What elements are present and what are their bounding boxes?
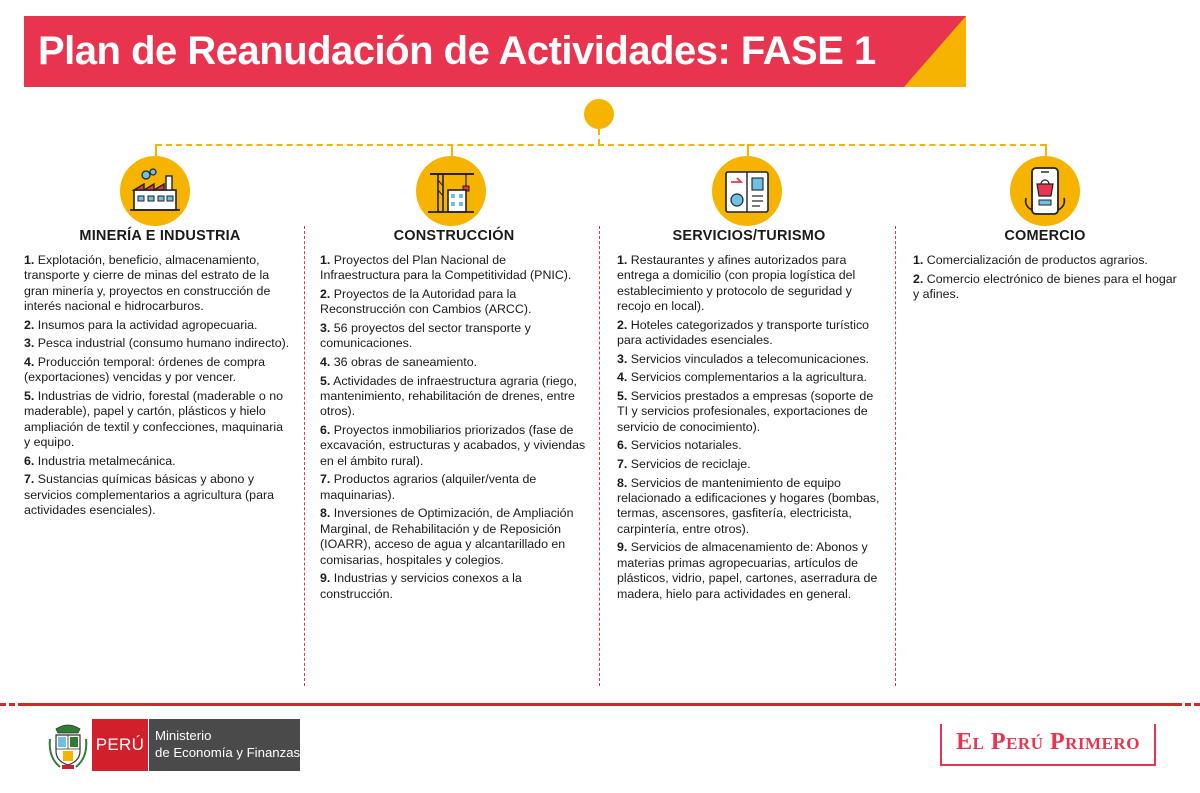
column-construccion xyxy=(320,228,588,605)
item-number: 3. xyxy=(320,321,331,335)
item-text: Proyectos inmobiliarios priorizados (fase de excavación, estructuras y acabados, y viviendas en el ámbito rural). xyxy=(320,423,586,468)
list-item xyxy=(617,476,881,538)
list-item xyxy=(24,355,290,386)
connector-line xyxy=(156,144,1046,146)
item-text: Servicios prestados a empresas (soporte de TI y servicios profesionales, exportaciones de servicio de conocimiento). xyxy=(617,389,874,434)
list-item xyxy=(617,318,881,349)
list-item xyxy=(320,287,588,318)
list-item xyxy=(617,389,881,435)
item-text: Producción temporal: órdenes de compra (exportaciones) vencidas y por vencer. xyxy=(24,355,266,385)
footer-divider xyxy=(22,703,1178,706)
list-item xyxy=(617,352,881,367)
ministry-line-1: Ministerio xyxy=(155,728,212,743)
column-comercio xyxy=(913,228,1177,306)
item-number: 2. xyxy=(913,271,924,286)
column-title: MINERÍA E INDUSTRIA xyxy=(79,228,241,244)
item-number: 5. xyxy=(320,373,331,388)
item-number: 5. xyxy=(24,389,35,403)
passport-icon xyxy=(712,156,782,226)
list-item xyxy=(24,389,290,451)
item-text: Explotación, beneficio, almacenamiento, transporte y cierre de minas del estrato de la gran minería y, proyectos en construcción de interés nacional e hidrocarburos. xyxy=(24,253,271,314)
list-item xyxy=(617,438,881,453)
column-divider xyxy=(599,226,600,686)
column-title: COMERCIO xyxy=(1004,228,1086,244)
item-text: Servicios de almacenamiento de: Abonos y materias primas agropecuarias, artículos de plásticos, vidrio, papel, cartones, aserradura de madera, hielo para actividades en general. xyxy=(617,540,878,601)
ministry-line-2: de Economía y Finanzas xyxy=(155,745,301,760)
item-number: 3. xyxy=(24,336,35,351)
item-text: 56 proyectos del sector transporte y comunicaciones. xyxy=(320,321,531,351)
item-list xyxy=(913,253,1177,302)
connector-stem xyxy=(598,129,600,145)
list-item xyxy=(24,454,290,469)
item-number: 1. xyxy=(320,253,331,267)
list-item xyxy=(913,272,1177,303)
item-number: 7. xyxy=(320,472,331,487)
column-mineria xyxy=(24,228,290,522)
item-text: Comercio electrónico de bienes para el hogar y afines. xyxy=(913,271,1177,301)
item-number: 3. xyxy=(617,351,628,366)
slogan-logo xyxy=(940,724,1156,766)
connector-dot xyxy=(584,99,614,129)
item-number: 7. xyxy=(617,457,628,471)
list-item xyxy=(320,423,588,469)
item-text: Servicios complementarios a la agricultura. xyxy=(627,370,867,385)
list-item xyxy=(320,506,588,568)
column-title: SERVICIOS/TURISMO xyxy=(672,228,826,244)
coat-of-arms-icon xyxy=(48,719,88,771)
item-number: 4. xyxy=(24,355,35,369)
item-list xyxy=(24,253,290,519)
item-number: 2. xyxy=(24,317,35,332)
list-item xyxy=(24,336,290,351)
title-banner xyxy=(24,16,966,87)
item-number: 9. xyxy=(617,540,628,555)
list-item xyxy=(617,457,881,472)
list-item xyxy=(320,321,588,352)
ministry-badge xyxy=(149,719,300,771)
item-number: 6. xyxy=(320,423,331,437)
list-item xyxy=(320,472,588,503)
item-number: 4. xyxy=(320,355,331,369)
list-item xyxy=(320,355,588,370)
list-item xyxy=(320,253,588,284)
list-item xyxy=(320,571,588,602)
item-text: Actividades de infraestructura agraria (riego, mantenimiento, rehabilitación de drenes, entre otros). xyxy=(320,373,577,419)
item-text: 36 obras de saneamiento. xyxy=(330,355,478,369)
item-text: Proyectos del Plan Nacional de Infraestructura para la Competitividad (PNIC). xyxy=(320,253,572,283)
item-number: 2. xyxy=(320,287,331,301)
column-servicios xyxy=(617,228,881,605)
item-text: Sustancias químicas básicas y abono y servicios complementarios a agricultura (para actividades esenciales). xyxy=(24,472,274,518)
column-divider xyxy=(304,226,305,686)
item-number: 2. xyxy=(617,317,628,332)
item-number: 8. xyxy=(617,475,628,490)
item-number: 6. xyxy=(24,453,35,468)
item-text: Inversiones de Optimización, de Ampliación Marginal, de Rehabilitación y de Reposición (IOARR), acceso de agua y alcantarillado en comisarias, hospitales y colegios. xyxy=(320,506,574,567)
column-title: CONSTRUCCIÓN xyxy=(393,228,515,244)
item-text: Servicios notariales. xyxy=(627,438,742,453)
mobile-shopping-icon xyxy=(1010,156,1080,226)
item-list xyxy=(617,253,881,602)
list-item xyxy=(320,374,588,420)
item-number: 4. xyxy=(617,370,628,385)
page-title: Plan de Reanudación de Actividades: FASE 1 xyxy=(38,29,876,73)
column-divider xyxy=(895,226,896,686)
item-number: 7. xyxy=(24,472,35,487)
connector-drop xyxy=(747,144,749,156)
item-text: Restaurantes y afines autorizados para entrega a domicilio (con propia logística del establecimiento y protocolo de seguridad y recojo en local). xyxy=(617,253,856,314)
item-number: 1. xyxy=(617,253,628,267)
item-text: Industrias de vidrio, forestal (maderable o no maderable), papel y cartón, plásticos y hielo ampliación de textil y confecciones, maquinaria y equipo. xyxy=(24,389,283,450)
connector-drop xyxy=(155,144,157,156)
item-text: Servicios de mantenimiento de equipo relacionado a edificaciones y hogares (bombas, termas, ascensores, gasfitería, electricista, carpintería, entre otros). xyxy=(617,475,880,536)
list-item xyxy=(24,472,290,518)
item-text: Insumos para la actividad agropecuaria. xyxy=(34,317,258,332)
item-number: 8. xyxy=(320,506,331,521)
item-number: 1. xyxy=(24,253,35,267)
item-number: 1. xyxy=(913,253,924,267)
item-number: 6. xyxy=(617,438,628,453)
connector-drop xyxy=(1045,144,1047,156)
item-number: 5. xyxy=(617,389,628,403)
item-text: Industria metalmecánica. xyxy=(34,453,176,468)
item-number: 9. xyxy=(320,571,331,586)
list-item xyxy=(617,540,881,602)
peru-label: PERÚ xyxy=(95,735,145,754)
construction-crane-icon xyxy=(416,156,486,226)
list-item xyxy=(913,253,1177,268)
item-text: Proyectos de la Autoridad para la Reconstrucción con Cambios (ARCC). xyxy=(320,287,532,317)
item-text: Industrias y servicios conexos a la construcción. xyxy=(320,571,522,601)
item-list xyxy=(320,253,588,602)
item-text: Productos agrarios (alquiler/venta de maquinarias). xyxy=(320,472,537,502)
list-item xyxy=(24,318,290,333)
connector-drop xyxy=(451,144,453,156)
mef-logo xyxy=(48,719,300,771)
slogan-text: El Perú Primero xyxy=(956,729,1140,755)
item-text: Servicios vinculados a telecomunicaciones. xyxy=(627,351,870,366)
item-text: Comercialización de productos agrarios. xyxy=(923,253,1148,267)
peru-badge xyxy=(92,719,148,771)
item-text: Pesca industrial (consumo humano indirecto). xyxy=(34,336,290,351)
list-item xyxy=(617,253,881,315)
item-text: Servicios de reciclaje. xyxy=(627,457,751,471)
list-item xyxy=(617,370,881,385)
list-item xyxy=(24,253,290,315)
factory-icon xyxy=(120,156,190,226)
item-text: Hoteles categorizados y transporte turístico para actividades esenciales. xyxy=(617,317,870,348)
